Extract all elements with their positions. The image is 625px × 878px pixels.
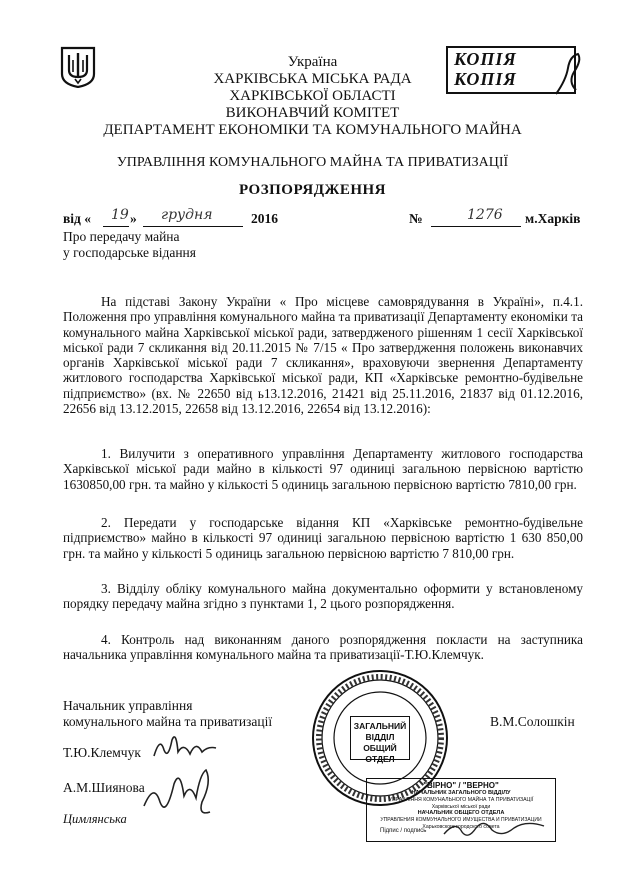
date-year: 2016 (251, 211, 278, 226)
signature-shiyanova (140, 762, 220, 822)
approval-shiyanova: А.М.Шиянова (63, 780, 145, 795)
document-title: РОЗПОРЯДЖЕННЯ (238, 182, 387, 198)
date-month: грудня (161, 207, 213, 223)
header-department: ДЕПАРТАМЕНТ ЕКОНОМІКИ ТА КОМУНАЛЬНОГО МАЙНА (103, 122, 522, 138)
date-line (63, 207, 593, 229)
approval-klemchuk: Т.Ю.Клемчук (63, 745, 141, 760)
doc-number-underline (431, 226, 521, 227)
copy-stamp-signature (548, 50, 588, 100)
body-item2: 2. Передати у господарське відання КП «Харківське ремонтно-будівельне підприємство» майно в кількості 97 одиниці загальною первісною вартістю 1 630 850,00 грн. та майно у кількості 5 одиниць загальною первісною вартістю 7 810,00 грн. (63, 515, 583, 561)
header-region: ХАРКІВСЬКОЇ ОБЛАСТІ (229, 88, 396, 104)
approval-tsymlyanska: Цимлянська (63, 812, 127, 826)
verno-sign-label: Підпис / подпись (380, 828, 427, 834)
doc-number: 1276 (467, 207, 503, 223)
verno-line1: "ВІРНО" / "ВЕРНО" (423, 781, 499, 790)
verno-line7: Харьковского городского совета (422, 823, 500, 830)
body-item1: 1. Вилучити з оперативного управління Департаменту житлового господарства Харківської міської ради майно в кількості 97 одиниці загальною первісною вартістю 1630850,00 грн. та майно у кількості 5 одиниць загальною первісною вартістю 7810,00 грн. (63, 446, 583, 492)
seal-center-line2: ВІДДІЛ (365, 732, 395, 742)
date-prefix: від « (63, 211, 91, 226)
header-office: УПРАВЛІННЯ КОМУНАЛЬНОГО МАЙНА ТА ПРИВАТИЗАЦІЇ (116, 155, 509, 170)
date-month-underline (143, 226, 243, 227)
body-item3: 3. Відділу обліку комунального майна документально оформити у встановленому порядку передачу майна згідно з пунктами 1, 2 цього розпорядження. (63, 581, 583, 612)
subject-line1: Про передачу майна (63, 229, 180, 244)
signer-position-line1: Начальник управління (63, 698, 193, 713)
subject-line2: у господарське відання (63, 245, 196, 260)
date-day-underline (103, 226, 129, 227)
city: м.Харків (525, 211, 581, 226)
signature-klemchuk (150, 732, 220, 762)
signer-position-line2: комунального майна та приватизації (63, 714, 273, 729)
verno-line5: НАЧАЛЬНИК ОБЩЕГО ОТДЕЛА (417, 810, 505, 816)
date-mid: » (130, 211, 137, 226)
verno-line4: Харківської міської ради (431, 803, 491, 810)
verno-line6: УПРАВЛЕНИЯ КОММУНАЛЬНОГО ИМУЩЕСТВА И ПРИВАТИЗАЦИИ (380, 817, 542, 823)
body-item4: 4. Контроль над виконанням даного розпорядження покласти на заступника начальника управління комунального майна та приватизації-Т.Ю.Клемчук. (63, 632, 583, 663)
date-day: 19 (111, 207, 129, 223)
header-committee: ВИКОНАВЧИЙ КОМІТЕТ (225, 105, 400, 121)
verno-signature (440, 816, 550, 842)
verno-line3: УПРАВЛІННЯ КОМУНАЛЬНОГО МАЙНА ТА ПРИВАТИЗАЦІЇ (388, 797, 534, 803)
signer-name: В.М.Солошкін (490, 714, 575, 729)
copy-stamp-line2: КОПІЯ (454, 69, 517, 89)
seal-center-box (350, 716, 410, 764)
seal-center-line3: ОБЩИЙ ОТДЕЛ (363, 743, 397, 764)
header-council: ХАРКІВСЬКА МІСЬКА РАДА (213, 71, 412, 87)
body-intro: На підставі Закону України « Про місцеве самоврядування в Україні», п.4.1. Положення про управління комунального майна та приватизації Департаменту економіки та комунального майна Харківської міської ради, затвердженого рішенням 1 сесії Харківської міської ради 7 скликання від 20.11.2015 № 7/15 « Про затвердження положень виконавчих органів Харківської міської ради 7 скликання», враховуючи звернення Департаменту житлового господарства Харківської міської ради, КП «Харківське ремонтно-будівельне підприємство» (вх. № 22650 від ь13.12.2016, 21421 від 25.11.2016, 21837 від 01.12.2016, 22656 від 13.12.2015, 22658 від 13.12.2016, 22654 від 13.12.2016): (63, 294, 583, 417)
number-label: № (409, 211, 423, 226)
seal-center-line1: ЗАГАЛЬНИЙ (353, 721, 407, 731)
copy-stamp-line1: КОПІЯ (454, 49, 517, 69)
header-country: Україна (287, 54, 338, 70)
verno-line2: НАЧАЛЬНИК ЗАГАЛЬНОГО ВІДДІЛУ (411, 790, 511, 796)
